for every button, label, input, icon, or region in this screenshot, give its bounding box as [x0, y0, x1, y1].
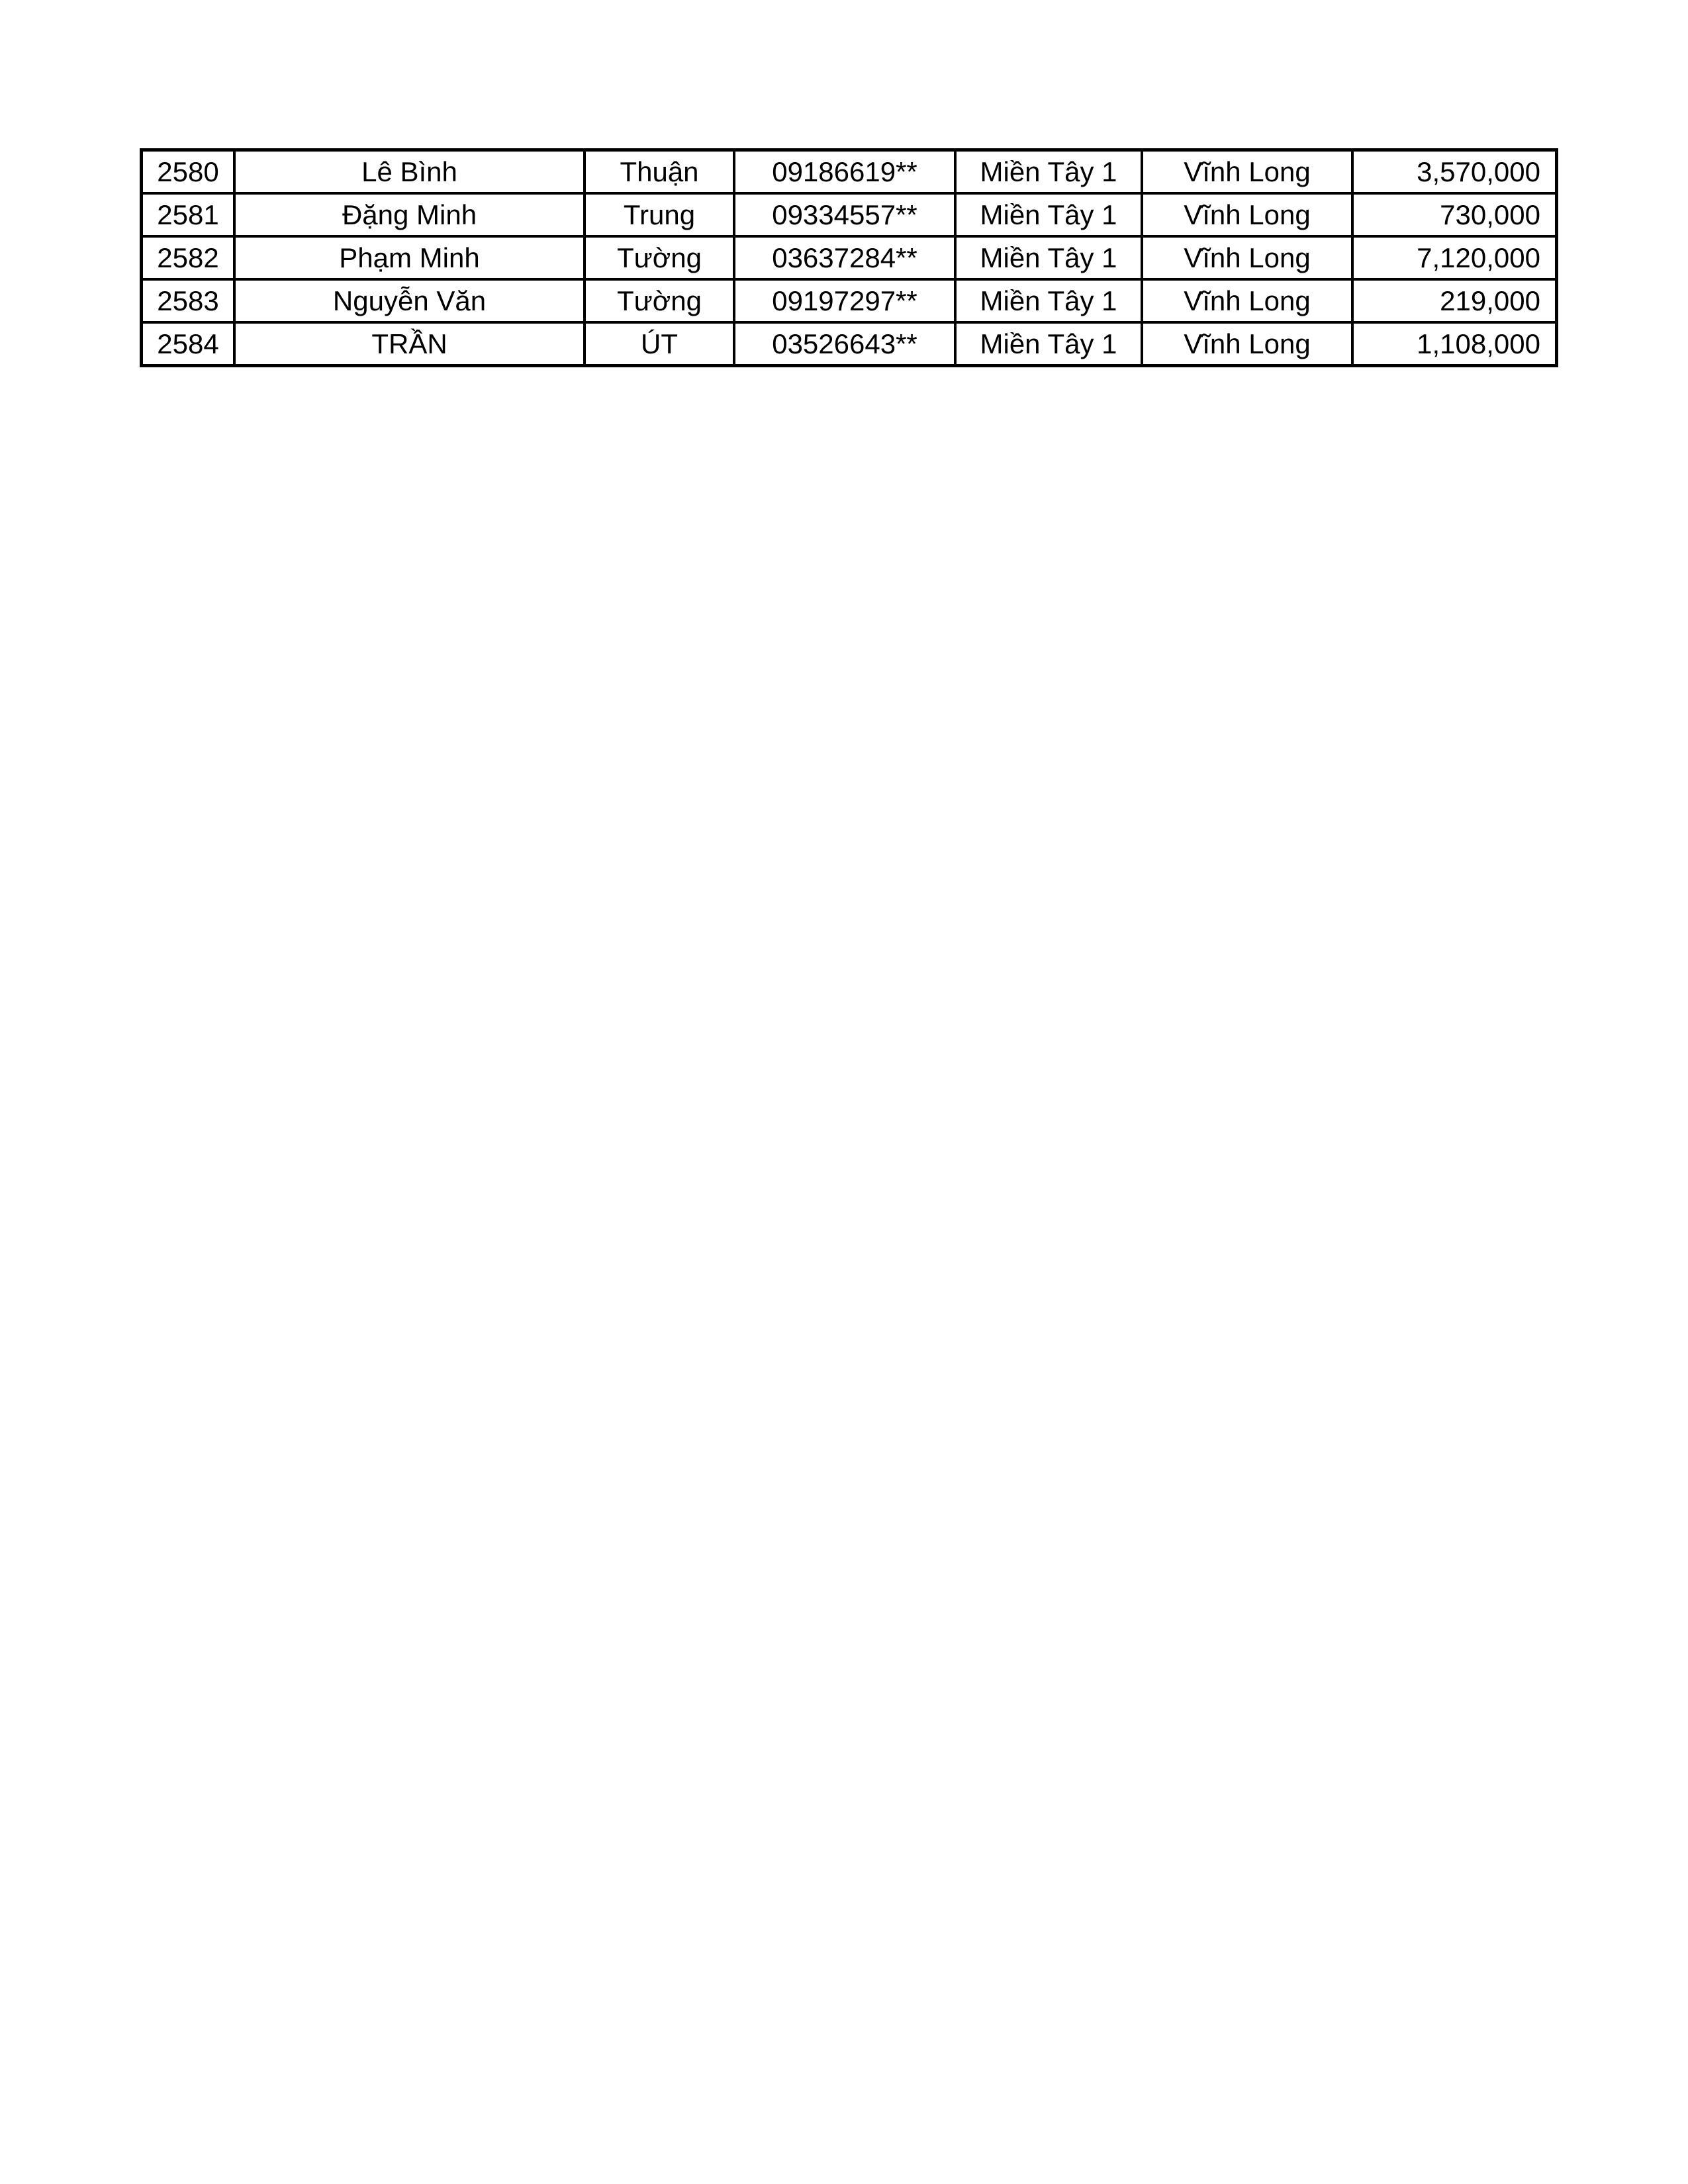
- cell-phone: 09197297**: [734, 279, 955, 322]
- cell-last-name: Phạm Minh: [234, 236, 585, 279]
- cell-number: 2584: [142, 322, 235, 366]
- cell-last-name: Lê Bình: [234, 150, 585, 194]
- cell-province: Vĩnh Long: [1142, 279, 1352, 322]
- cell-first-name: Tường: [585, 279, 734, 322]
- cell-first-name: Tường: [585, 236, 734, 279]
- table-row: [142, 193, 1557, 236]
- cell-province: Vĩnh Long: [1142, 236, 1352, 279]
- cell-phone: 09186619**: [734, 150, 955, 194]
- cell-phone: 03637284**: [734, 236, 955, 279]
- cell-number: 2580: [142, 150, 235, 194]
- cell-amount: 730,000: [1352, 193, 1557, 236]
- cell-first-name: Trung: [585, 193, 734, 236]
- cell-phone: 03526643**: [734, 322, 955, 366]
- cell-last-name: TRẦN: [234, 322, 585, 366]
- cell-region: Miền Tây 1: [955, 322, 1142, 366]
- table-row: [142, 236, 1557, 279]
- cell-amount: 7,120,000: [1352, 236, 1557, 279]
- cell-amount: 1,108,000: [1352, 322, 1557, 366]
- cell-number: 2583: [142, 279, 235, 322]
- table-row: [142, 279, 1557, 322]
- cell-region: Miền Tây 1: [955, 279, 1142, 322]
- cell-last-name: Nguyễn Văn: [234, 279, 585, 322]
- cell-amount: 3,570,000: [1352, 150, 1557, 194]
- cell-region: Miền Tây 1: [955, 150, 1142, 194]
- cell-province: Vĩnh Long: [1142, 150, 1352, 194]
- cell-last-name: Đặng Minh: [234, 193, 585, 236]
- table-row: [142, 322, 1557, 366]
- cell-province: Vĩnh Long: [1142, 193, 1352, 236]
- table-row: [142, 150, 1557, 194]
- cell-number: 2582: [142, 236, 235, 279]
- cell-amount: 219,000: [1352, 279, 1557, 322]
- cell-province: Vĩnh Long: [1142, 322, 1352, 366]
- data-table: [140, 148, 1558, 367]
- cell-region: Miền Tây 1: [955, 236, 1142, 279]
- cell-phone: 09334557**: [734, 193, 955, 236]
- cell-first-name: ÚT: [585, 322, 734, 366]
- cell-region: Miền Tây 1: [955, 193, 1142, 236]
- cell-first-name: Thuận: [585, 150, 734, 194]
- cell-number: 2581: [142, 193, 235, 236]
